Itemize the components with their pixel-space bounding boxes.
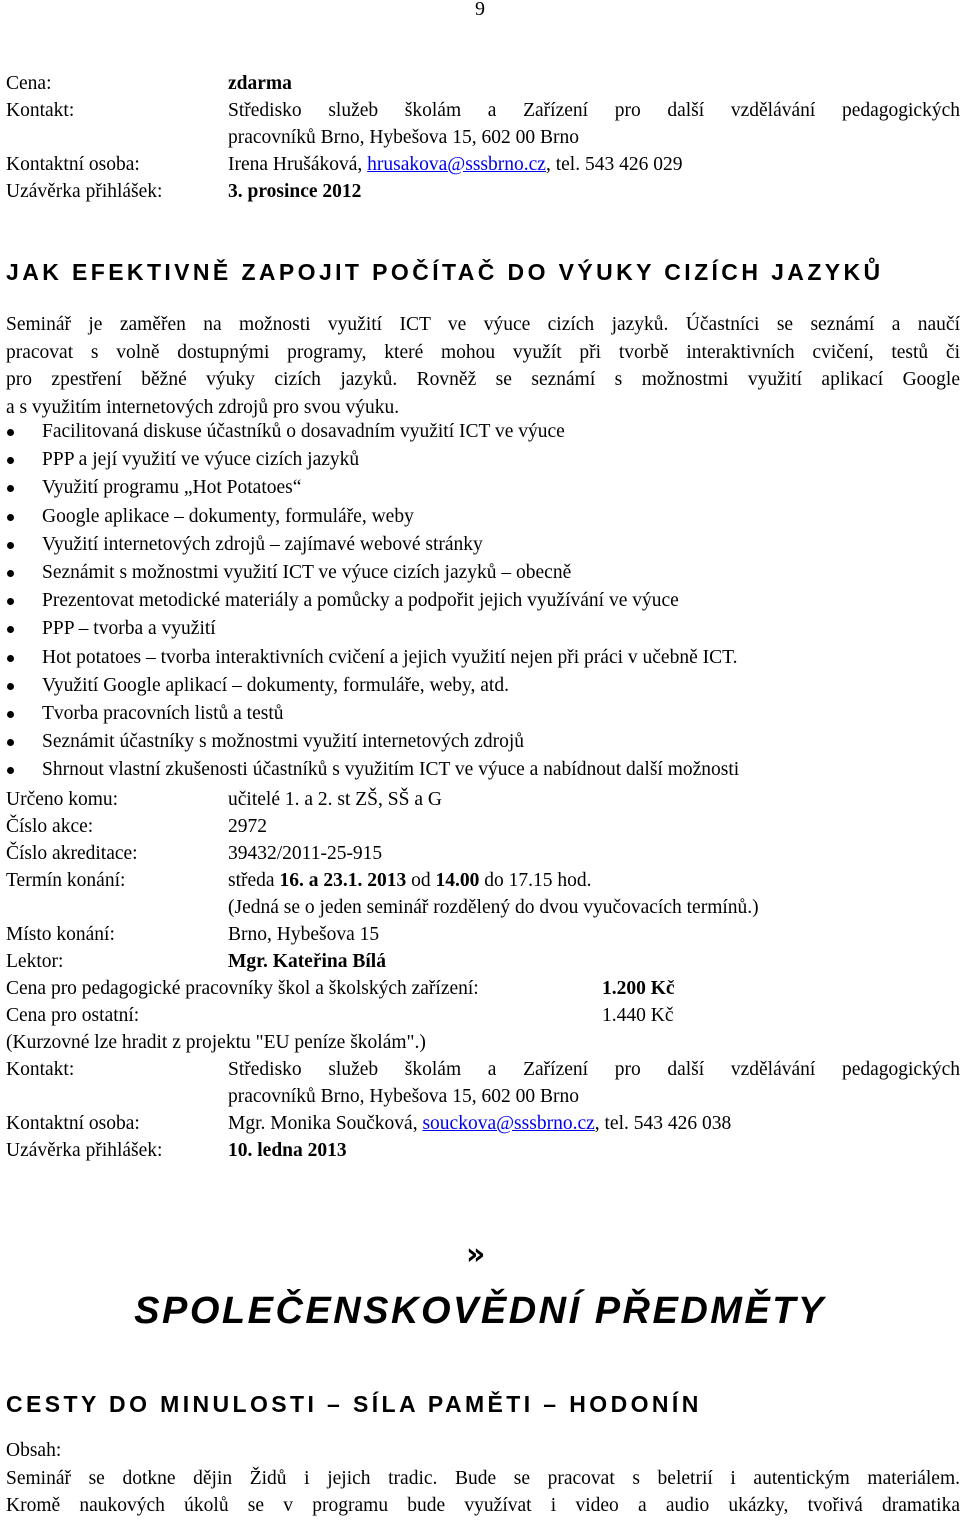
bullet-icon <box>7 767 14 774</box>
course-details <box>6 786 960 1164</box>
list-item: Hot potatoes – tvorba interaktivních cvičení a jejich využití nejen při práci v učebně ICT. <box>6 644 960 672</box>
lecturer-row <box>6 948 960 975</box>
list-item: Využití programu „Hot Potatoes“ <box>6 474 960 502</box>
deadline-label: Uzávěrka přihlášek: <box>6 1140 163 1161</box>
section2-content <box>6 1437 960 1520</box>
contact-person-row <box>6 1110 960 1137</box>
contact-line-2: pracovníků Brno, Hybešova 15, 602 00 Brno <box>228 127 579 148</box>
price-others-row <box>6 1002 960 1029</box>
bullet-icon <box>7 711 14 718</box>
date-row <box>6 867 960 894</box>
bullet-icon <box>7 570 14 577</box>
description-line: a s využitím internetových zdrojů pro svou výuku. <box>6 396 400 418</box>
contact-person-label: Kontaktní osoba: <box>6 1113 140 1134</box>
bullet-icon <box>7 429 14 436</box>
contact-person-row <box>6 151 960 178</box>
venue-row <box>6 921 960 948</box>
description-line: Seminář je zaměřen na možnosti využití ICT ve výuce cizích jazyků. Účastníci se seznámí a naučí <box>6 314 960 335</box>
contact-row <box>6 97 960 124</box>
list-item: Seznámit s možnostmi využití ICT ve výuce cizích jazyků – obecně <box>6 559 960 587</box>
date-value: středa 16. a 23.1. 2013 od 14.00 do 17.15 hod. <box>228 870 592 891</box>
list-item: PPP a její využití ve výuce cizích jazyků <box>6 446 960 474</box>
deadline-row <box>6 178 960 205</box>
list-item: Google aplikace – dokumenty, formuláře, weby <box>6 503 960 531</box>
contact-row-2 <box>6 1083 960 1110</box>
course-info-top <box>6 70 960 205</box>
bullet-icon <box>7 739 14 746</box>
deadline-label: Uzávěrka přihlášek: <box>6 181 163 202</box>
list-item: Facilitovaná diskuse účastníků o dosavadním využití ICT ve výuce <box>6 418 960 446</box>
bullet-icon <box>7 655 14 662</box>
page-number: 9 <box>475 0 485 20</box>
bullet-icon <box>7 514 14 521</box>
contact-person-value <box>228 151 960 178</box>
bullet-icon <box>7 598 14 605</box>
contact-email-link[interactable]: hrusakova@sssbrno.cz <box>367 154 546 175</box>
description-line: pracovat s volně dostupnými programy, které mohou využít při tvorbě interaktivních cvičení, testů či <box>6 341 960 363</box>
deadline-value: 3. prosince 2012 <box>228 181 362 202</box>
price-teachers-row <box>6 975 960 1002</box>
list-item: Shrnout vlastní zkušenosti účastníků s využitím ICT ve výuce a nabídnout další možnosti <box>6 756 960 784</box>
contact-person-value <box>228 1110 960 1137</box>
content-label: Obsah: <box>6 1440 62 1461</box>
price-teachers-value: 1.200 Kč <box>602 978 675 999</box>
section-description <box>6 311 960 421</box>
list-item: Seznámit účastníky s možnostmi využití internetových zdrojů <box>6 728 960 756</box>
deadline-row <box>6 1137 960 1164</box>
price-value: zdarma <box>228 73 292 94</box>
contact-row <box>6 1056 960 1083</box>
contact-person-name: Irena Hrušáková, <box>228 154 368 175</box>
accreditation-value: 39432/2011-25-915 <box>228 843 383 864</box>
price-label: Cena: <box>6 73 52 94</box>
audience-row <box>6 786 960 813</box>
contact-line-1: Středisko služeb školám a Zařízení pro další vzdělávání pedagogických <box>228 100 960 121</box>
contact-row-2 <box>6 124 960 151</box>
contact-line-2: pracovníků Brno, Hybešova 15, 602 00 Brno <box>228 1086 579 1107</box>
event-number-value: 2972 <box>228 816 267 837</box>
section-heading-history: CESTY DO MINULOSTI – SÍLA PAMĚTI – HODONÍN <box>6 1391 702 1417</box>
list-item: PPP – tvorba a využití <box>6 615 960 643</box>
audience-label: Určeno komu: <box>6 789 119 810</box>
event-number-row <box>6 813 960 840</box>
venue-value: Brno, Hybešova 15 <box>228 924 380 945</box>
contact-label: Kontakt: <box>6 1059 75 1080</box>
price-others-value: 1.440 Kč <box>602 1005 674 1026</box>
description-line: pro zpestření běžné výuky cizích jazyků. Rovněž se seznámí s možnostmi využití aplikací Google <box>6 369 960 390</box>
topics-list <box>6 418 960 784</box>
contact-person-name: Mgr. Monika Součková, <box>228 1113 423 1134</box>
bullet-icon <box>7 485 14 492</box>
section-heading-ict: JAK EFEKTIVNĚ ZAPOJIT POČÍTAČ DO VÝUKY CIZÍCH JAZYKŮ <box>6 259 884 285</box>
list-item: Využití Google aplikací – dokumenty, formuláře, weby, atd. <box>6 672 960 700</box>
contact-phone: , tel. 543 426 038 <box>594 1113 732 1134</box>
funding-note: (Kurzovné lze hradit z projektu "EU peníze školám".) <box>6 1032 426 1053</box>
lecturer-label: Lektor: <box>6 951 64 972</box>
price-teachers-label: Cena pro pedagogické pracovníky škol a školských zařízení: <box>6 978 479 999</box>
price-row <box>6 70 960 97</box>
bullet-icon <box>7 683 14 690</box>
content-line: Kromě naukových úkolů se v programu bude využívat i video a audio ukázky, tvořivá dramatika <box>6 1495 960 1516</box>
bullet-icon <box>7 626 14 633</box>
list-item: Tvorba pracovních listů a testů <box>6 700 960 728</box>
list-item: Prezentovat metodické materiály a pomůcky a podpořit jejich využívání ve výuce <box>6 587 960 615</box>
funding-note-row <box>6 1029 960 1056</box>
event-number-label: Číslo akce: <box>6 816 94 837</box>
date-note: (Jedná se o jeden seminář rozdělený do dvou vyučovacích termínů.) <box>228 897 759 918</box>
accreditation-row <box>6 840 960 867</box>
venue-label: Místo konání: <box>6 924 115 945</box>
contact-phone: , tel. 543 426 029 <box>545 154 683 175</box>
date-label: Termín konání: <box>6 870 126 891</box>
date-note-row <box>6 894 960 921</box>
deadline-value: 10. ledna 2013 <box>228 1140 347 1161</box>
contact-person-label: Kontaktní osoba: <box>6 154 140 175</box>
accreditation-label: Číslo akreditace: <box>6 843 138 864</box>
audience-value: učitelé 1. a 2. st ZŠ, SŠ a G <box>228 789 442 810</box>
bullet-icon <box>7 457 14 464</box>
list-item: Využití internetových zdrojů – zajímavé webové stránky <box>6 531 960 559</box>
price-others-label: Cena pro ostatní: <box>6 1005 140 1026</box>
contact-line-1: Středisko služeb školám a Zařízení pro další vzdělávání pedagogických <box>228 1059 960 1080</box>
lecturer-value: Mgr. Kateřina Bílá <box>228 951 386 972</box>
content-line: Seminář se dotkne dějin Židů i jejich tradic. Bude se pracovat s beletrií i autentickým materiálem. <box>6 1467 960 1489</box>
bullet-icon <box>7 542 14 549</box>
contact-label: Kontakt: <box>6 100 75 121</box>
contact-email-link[interactable]: souckova@sssbrno.cz <box>422 1113 595 1134</box>
chevron-right-icon: » <box>466 1237 483 1272</box>
chapter-heading: SPOLEČENSKOVĚDNÍ PŘEDMĚTY <box>134 1290 826 1332</box>
